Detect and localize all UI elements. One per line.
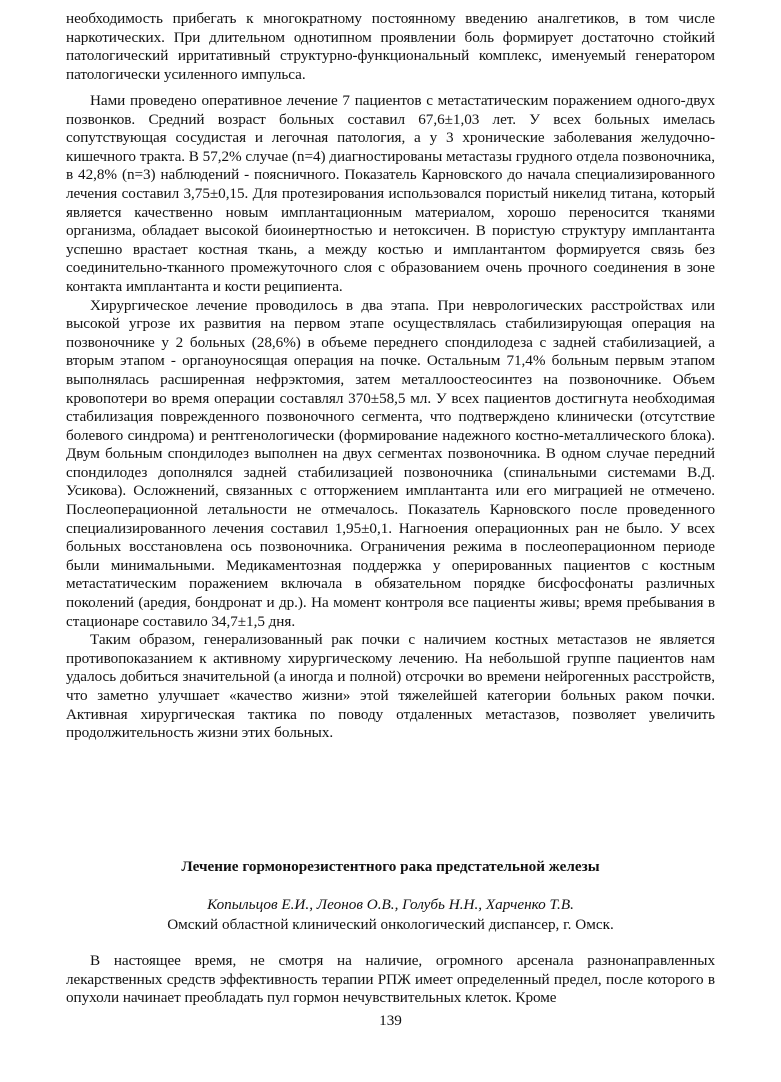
authors-line: Копыльцов Е.И., Леонов О.В., Голубь Н.Н., Харченко Т.В. [207, 896, 574, 913]
intro-block [66, 952, 715, 1008]
section-title: Лечение гормонорезистентного рака предстательной железы [181, 858, 600, 875]
paragraph-surgery: Хирургическое лечение проводилось в два этапа. При неврологических расстройствах или высокой угрозе их развития на первом этапе осуществлялась стабилизирующая операция на позвоночнике у 2 больных (28,6%) в объеме переднего спондилодеза с задней стабилизацией, а вторым этапом - органоуносящая операция на почке. Остальным 71,4% больным первым этапом выполнялась расширенная нефрэктомия, затем металлоостеосинтез на позвоночнике. Объем кровопотери во время операции составлял 370±58,5 мл. У всех пациентов достигнута необходимая стабилизация поврежденного позвоночного сегмента, что подтверждено клинически (отсутствие болевого синдрома) и рентгенологически (формирование надежного костно-металлического блока). Двум больным спондилодез выполнен на двух сегментах позвоночника. В одном случае передний спондилодез дополнялся задней стабилизацией позвоночника (спинальными системами В.Д. Усикова). Осложнений, связанных с отторжением имплантанта или его миграцией не отмечено. Послеоперационной летальности не отмечалось. Показатель Карновского после проведенного специализированного лечения составил 1,95±0,1. Нагноения операционных ран не было. У всех больных восстановлена ось позвоночника. Ограничения режима в послеоперационном периоде были минимальными. Медикаментозная поддержка у оперированных пациентов с костным метастатическим поражением включала в обязательном порядке бисфосфонаты различных поколений (аредия, бондронат и др.). На момент контроля все пациенты живы; время пребывания в стационаре составило 34,7±1,5 дня. [66, 296, 715, 630]
paragraph-continuation: необходимость прибегать к многократному постоянному введению аналгетиков, в том числе наркотических. При длительном однотипном проявлении боль формирует достаточно стойкий патологический ирритативный структурно-функциональный комплекс, именуемый генератором патологически усиленного импульса. [66, 10, 715, 83]
paragraph-methods: Нами проведено оперативное лечение 7 пациентов с метастатическим поражением одного-двух позвонков. Средний возраст больных составил 67,6±1,03 лет. У всех больных имелась сопутствующая сосудистая и легочная патология, а у 3 хронические заболевания желудочно-кишечного тракта. В 57,2% случае (n=4) диагностированы метастазы грудного отдела позвоночника, в 42,8% (n=3) наблюдений - поясничного. Показатель Карновского до начала специализированного лечения составил 3,75±0,15. Для протезирования использовался пористый никелид титана, который является качественно новым имплантационным материалом, хорошо переносится тканями организма, обладает высокой биоинертностью и нетоксичен. В пористую структуру имплантанта успешно врастает костная ткань, а между костью и имплантантом формируется связь без соединительно-тканного промежуточного слоя с образованием очень прочного соединения в зоне контакта имплантанта и кости реципиента. [66, 92, 715, 295]
body-text-block [66, 92, 715, 743]
paragraph-conclusion: Таким образом, генерализованный рак почки с наличием костных метастазов не является противопоказанием к активному хирургическому лечению. На небольшой группе пациентов нам удалось добиться значительной (а иногда и полной) отсрочки во времени нейрогенных расстройств, что заметно улучшает «качество жизни» этой тяжелейшей категории больных раком почки. Активная хирургическая тактика по поводу отдаленных метастазов, позволяет увеличить продолжительность жизни этих больных. [66, 631, 715, 742]
institution-line: Омский областной клинический онкологический диспансер, г. Омск. [167, 916, 614, 933]
document-page [66, 0, 715, 1082]
paragraph-intro: В настоящее время, не смотря на наличие, огромного арсенала разнонаправленных лекарственных средств эффективность терапии РПЖ имеет определенный предел, после которого в опухоли начинает преобладать пул гормон нечувствительных клеток. Кроме [66, 952, 715, 1007]
page-number: 139 [379, 1012, 402, 1029]
